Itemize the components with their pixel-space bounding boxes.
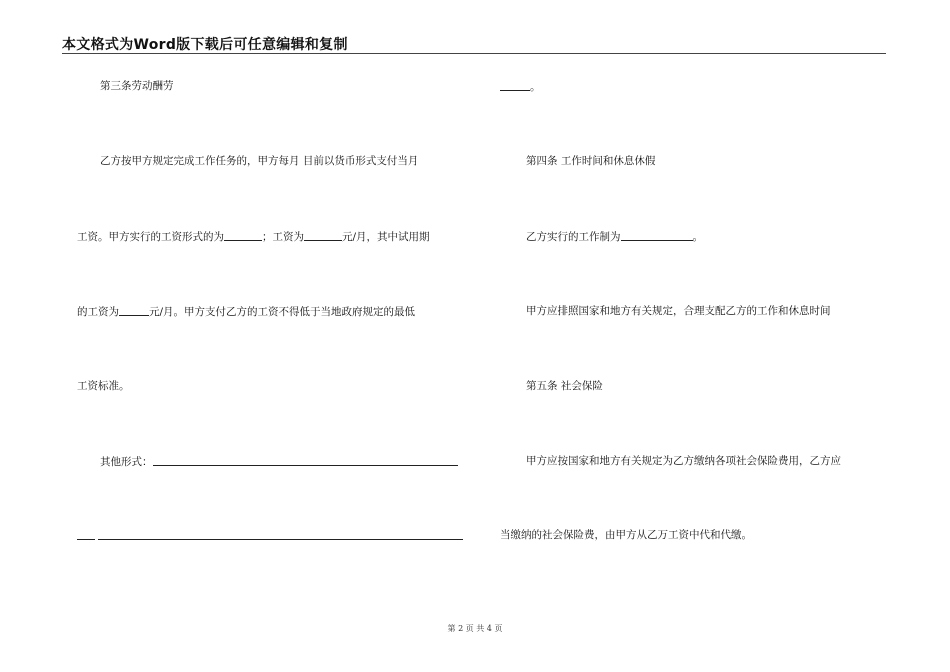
- blank-wage-form: [224, 229, 262, 241]
- article-5-title: 第五条 社会保险: [526, 380, 603, 392]
- blank-other-form-continuation-1: [77, 528, 95, 540]
- blank-wage-amount: [304, 229, 342, 241]
- blank-work-system: [621, 229, 693, 241]
- article-5-paragraph-line-2: 当缴纳的社会保险费，由甲方从乙万工资中代和代缴。: [500, 529, 752, 541]
- other-form-line: [100, 454, 458, 469]
- blank-other-form: [153, 454, 458, 466]
- other-form-label: 其他形式：: [100, 456, 153, 468]
- article-3-paragraph-line-1: 乙方按甲方规定完成工作任务的，甲方每月 目前以货币形式支付当月: [100, 155, 419, 167]
- text-segment: 的工资为: [77, 306, 119, 318]
- article-4-paragraph-1: [526, 229, 703, 244]
- text-segment: 。: [692, 231, 703, 243]
- article-4-title: 第四条 工作时间和休息休假: [526, 155, 656, 167]
- article-3-paragraph-line-4: 工资标准。: [77, 380, 130, 392]
- blank-other-form-continuation-2: [98, 528, 463, 540]
- text-segment: 。: [530, 81, 541, 93]
- continued-blank-line: [500, 79, 541, 94]
- article-3-paragraph-line-2: [77, 229, 430, 244]
- text-segment: ；工资为: [262, 231, 304, 243]
- document-header-title: 本文格式为Word版下载后可任意编辑和复制: [62, 37, 348, 53]
- article-3-paragraph-line-3: [77, 304, 415, 319]
- blank-probation-wage: [119, 304, 149, 316]
- text-segment: 工资。甲方实行的工资形式的为: [77, 231, 224, 243]
- text-segment: 乙方实行的工作制为: [526, 231, 621, 243]
- article-3-title: 第三条劳动酬劳: [100, 80, 174, 92]
- page-number: 第 2 页 共 4 页: [447, 624, 503, 633]
- text-segment: 元/月，其中试用期: [342, 231, 430, 243]
- text-segment: 元/月。甲方支付乙方的工资不得低于当地政府规定的最低: [149, 306, 416, 318]
- article-5-paragraph-line-1: 甲方应按国家和地方有关规定为乙方缴纳各项社会保险费用，乙方应: [526, 455, 841, 467]
- header-divider: [62, 53, 886, 54]
- blank-continued: [500, 79, 530, 91]
- article-4-paragraph-2: 甲方应排照国家和地方有关规定，合理支配乙方的工作和休息时间: [526, 305, 831, 317]
